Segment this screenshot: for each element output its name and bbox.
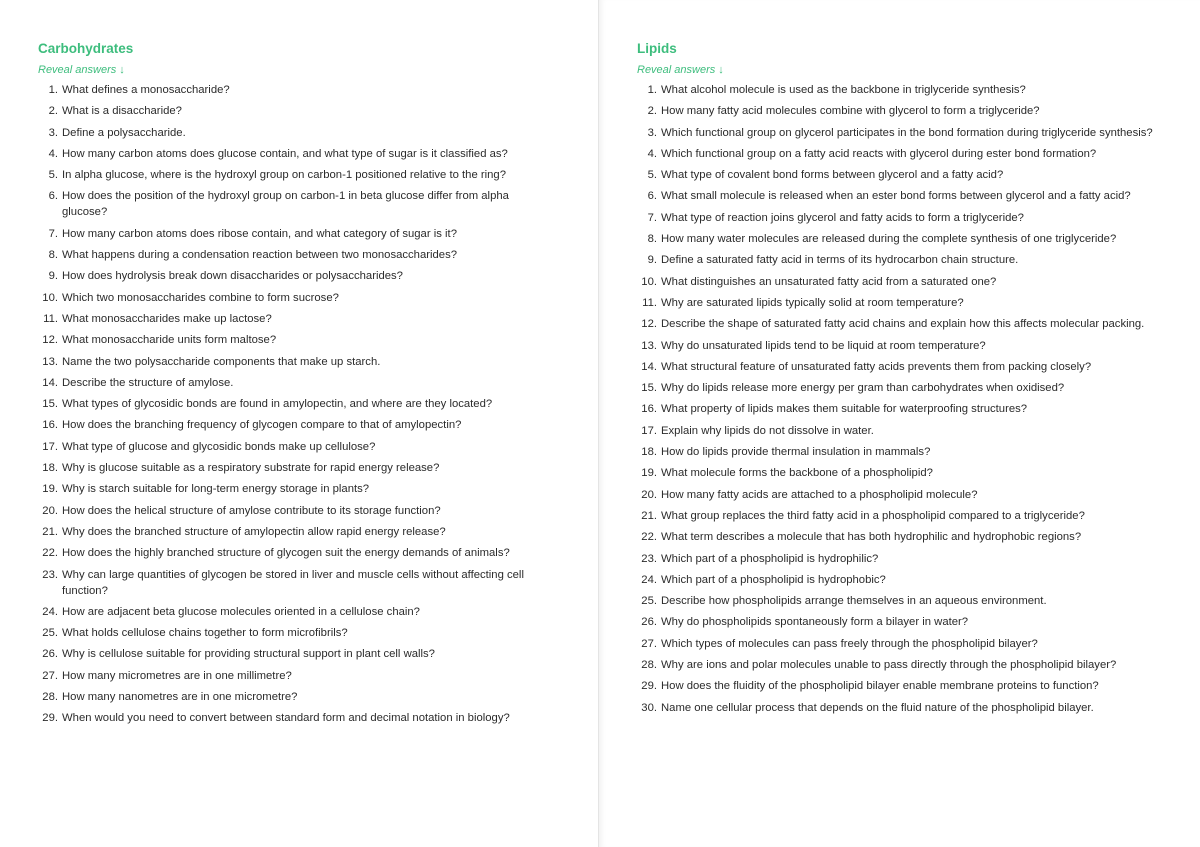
question-number: 14.: [641, 360, 657, 373]
list-item: [637, 401, 1180, 417]
question-text: How does the helical structure of amylose contribute to its storage function?: [62, 504, 441, 517]
list-item: [38, 268, 579, 284]
question-text: Why is starch suitable for long-term energy storage in plants?: [62, 483, 370, 496]
list-item: [38, 481, 579, 497]
list-item: [38, 311, 579, 327]
question-text: How are adjacent beta glucose molecules oriented in a cellulose chain?: [62, 605, 420, 618]
question-number: 25.: [42, 627, 58, 640]
question-number: 6.: [48, 190, 58, 203]
question-number: 13.: [641, 339, 657, 352]
question-number: 21.: [641, 509, 657, 522]
question-number: 11.: [43, 312, 58, 325]
question-text: Which two monosaccharides combine to form sucrose?: [62, 291, 339, 304]
question-number: 28.: [641, 659, 657, 672]
question-text: What alcohol molecule is used as the backbone in triglyceride synthesis?: [661, 84, 1026, 96]
question-text: Define a saturated fatty acid in terms of its hydrocarbon chain structure.: [661, 254, 1019, 267]
list-item: [38, 167, 579, 183]
question-number: 22.: [42, 547, 58, 560]
question-text: What type of reaction joins glycerol and fatty acids to form a triglyceride?: [661, 211, 1024, 224]
question-number: 26.: [641, 616, 657, 629]
list-item: [38, 82, 579, 98]
list-item: [637, 359, 1180, 375]
question-list: [637, 82, 1180, 716]
list-item: [637, 338, 1180, 354]
question-number: 10.: [42, 291, 58, 304]
list-item: [637, 551, 1180, 567]
question-number: 23.: [641, 552, 657, 565]
list-item: [637, 678, 1180, 694]
list-item: [38, 710, 579, 726]
question-text: Why do unsaturated lipids tend to be liquid at room temperature?: [661, 339, 986, 352]
question-number: 16.: [42, 419, 58, 432]
question-text: How does the highly branched structure of glycogen suit the energy demands of animals?: [62, 547, 510, 560]
question-text: Describe the structure of amylose.: [62, 376, 234, 389]
question-text: What holds cellulose chains together to form microfibrils?: [62, 627, 348, 640]
question-number: 7.: [48, 227, 58, 240]
question-text: Name the two polysaccharide components that make up starch.: [62, 355, 381, 368]
list-item: [637, 636, 1180, 652]
arrow-down-icon: ↓: [119, 64, 125, 76]
question-text: Which functional group on glycerol participates in the bond formation during triglyceride synthesis?: [661, 126, 1153, 139]
question-text: Why are ions and polar molecules unable to pass directly through the phospholipid bilayer?: [661, 659, 1117, 672]
question-number: 15.: [641, 382, 657, 395]
list-item: [38, 146, 579, 162]
question-number: 3.: [647, 126, 657, 139]
question-text: Which types of molecules can pass freely through the phospholipid bilayer?: [661, 637, 1038, 650]
question-number: 8.: [647, 233, 657, 246]
question-text: What property of lipids makes them suitable for waterproofing structures?: [661, 403, 1028, 416]
list-item: [38, 290, 579, 306]
list-item: [38, 439, 579, 455]
list-item: [38, 668, 579, 684]
question-number: 19.: [42, 483, 58, 496]
question-text: What defines a monosaccharide?: [62, 84, 230, 96]
question-number: 7.: [647, 211, 657, 224]
question-number: 10.: [641, 275, 657, 288]
question-number: 26.: [42, 648, 58, 661]
list-item: [637, 380, 1180, 396]
question-number: 18.: [641, 446, 657, 459]
question-text: What type of covalent bond forms between glycerol and a fatty acid?: [661, 169, 1004, 182]
question-number: 1.: [48, 84, 58, 96]
list-item: [38, 332, 579, 348]
question-text: How does hydrolysis break down disaccharides or polysaccharides?: [62, 270, 403, 283]
question-number: 15.: [42, 398, 58, 411]
question-number: 19.: [641, 467, 657, 480]
question-number: 3.: [48, 126, 58, 139]
question-text: Why do lipids release more energy per gram than carbohydrates when oxidised?: [661, 382, 1065, 395]
question-number: 2.: [647, 105, 657, 118]
reveal-answers-label: Reveal answers: [38, 64, 117, 76]
page-lipids: [599, 0, 1200, 847]
question-text: What group replaces the third fatty acid in a phospholipid compared to a triglyceride?: [661, 509, 1085, 522]
list-item: [637, 487, 1180, 503]
list-item: [637, 614, 1180, 630]
list-item: [38, 354, 579, 370]
list-item: [637, 125, 1180, 141]
question-text: Define a polysaccharide.: [62, 126, 186, 139]
question-number: 27.: [42, 669, 58, 682]
list-item: [38, 417, 579, 433]
list-item: [38, 604, 579, 620]
question-text: What term describes a molecule that has both hydrophilic and hydrophobic regions?: [661, 531, 1082, 544]
question-number: 4.: [48, 147, 58, 160]
list-item: [637, 188, 1180, 204]
question-text: Which part of a phospholipid is hydrophobic?: [661, 573, 886, 586]
question-number: 29.: [42, 712, 58, 725]
question-text: What monosaccharide units form maltose?: [62, 334, 277, 347]
question-number: 13.: [42, 355, 58, 368]
list-item: [637, 274, 1180, 290]
list-item: [38, 375, 579, 391]
page-carbohydrates: [0, 0, 599, 847]
question-text: Why are saturated lipids typically solid at room temperature?: [661, 296, 964, 309]
question-number: 5.: [647, 169, 657, 182]
question-text: What is a disaccharide?: [62, 105, 182, 118]
question-text: In alpha glucose, where is the hydroxyl group on carbon-1 positioned relative to the ring?: [62, 169, 506, 182]
list-item: [637, 316, 1180, 332]
question-text: What type of glucose and glycosidic bonds make up cellulose?: [62, 440, 376, 453]
question-text: How many carbon atoms does glucose contain, and what type of sugar is it classified as?: [62, 147, 508, 160]
list-item: [637, 465, 1180, 481]
question-text: What happens during a condensation reaction between two monosaccharides?: [62, 249, 458, 262]
question-text: What structural feature of unsaturated fatty acids prevents them from packing closely?: [661, 360, 1092, 373]
list-item: [38, 646, 579, 662]
question-text: How many nanometres are in one micrometre?: [62, 691, 298, 704]
question-number: 17.: [42, 440, 58, 453]
question-text: How does the branching frequency of glycogen compare to that of amylopectin?: [62, 419, 462, 432]
list-item: [38, 125, 579, 141]
question-list: [38, 82, 579, 726]
question-text: How do lipids provide thermal insulation in mammals?: [661, 446, 931, 459]
question-text: What molecule forms the backbone of a phospholipid?: [661, 467, 933, 480]
arrow-down-icon: ↓: [718, 64, 724, 76]
list-item: [637, 572, 1180, 588]
question-number: 25.: [641, 595, 657, 608]
question-text: How many fatty acids are attached to a phospholipid molecule?: [661, 488, 978, 501]
question-number: 17.: [641, 424, 657, 437]
list-item: [637, 657, 1180, 673]
list-item: [637, 146, 1180, 162]
question-text: Name one cellular process that depends on the fluid nature of the phospholipid bilayer.: [661, 701, 1094, 714]
question-text: When would you need to convert between standard form and decimal notation in biology?: [62, 712, 510, 725]
list-item: [637, 508, 1180, 524]
list-item: [38, 247, 579, 263]
question-number: 12.: [42, 334, 58, 347]
list-item: [38, 503, 579, 519]
question-number: 6.: [647, 190, 657, 203]
list-item: [38, 625, 579, 641]
list-item: [38, 545, 579, 561]
question-number: 8.: [48, 249, 58, 262]
list-item: [38, 524, 579, 540]
list-item: [637, 252, 1180, 268]
list-item: [38, 567, 579, 599]
list-item: [637, 295, 1180, 311]
question-number: 11.: [642, 296, 657, 309]
question-number: 21.: [42, 525, 58, 538]
question-text: Why do phospholipids spontaneously form a bilayer in water?: [661, 616, 969, 629]
list-item: [637, 444, 1180, 460]
list-item: [637, 593, 1180, 609]
question-text: Explain why lipids do not dissolve in water.: [661, 424, 874, 437]
question-text: How many micrometres are in one millimetre?: [62, 669, 292, 682]
question-number: 16.: [641, 403, 657, 416]
question-number: 24.: [42, 605, 58, 618]
question-text: What monosaccharides make up lactose?: [62, 312, 272, 325]
question-text: How does the fluidity of the phospholipid bilayer enable membrane proteins to function?: [661, 680, 1099, 693]
question-text: What distinguishes an unsaturated fatty acid from a saturated one?: [661, 275, 997, 288]
list-item: [637, 82, 1180, 98]
list-item: [637, 231, 1180, 247]
question-number: 2.: [48, 105, 58, 118]
question-text: Which functional group on a fatty acid reacts with glycerol during ester bond formation?: [661, 147, 1097, 160]
reveal-answers-link[interactable]: [38, 62, 125, 78]
question-text: Describe the shape of saturated fatty acid chains and explain how this affects molecular packing.: [661, 318, 1145, 331]
reveal-answers-label: Reveal answers: [637, 64, 716, 76]
question-text: How does the position of the hydroxyl group on carbon-1 in beta glucose differ from alpha glucose?: [62, 190, 509, 219]
question-number: 12.: [641, 318, 657, 331]
question-text: How many fatty acid molecules combine with glycerol to form a triglyceride?: [661, 105, 1040, 118]
question-number: 14.: [42, 376, 58, 389]
question-number: 23.: [42, 568, 58, 581]
section-title: Carbohydrates: [38, 41, 134, 56]
question-number: 20.: [641, 488, 657, 501]
question-number: 18.: [42, 462, 58, 475]
question-number: 20.: [42, 504, 58, 517]
question-text: Why is cellulose suitable for providing structural support in plant cell walls?: [62, 648, 435, 661]
question-number: 27.: [641, 637, 657, 650]
list-item: [637, 529, 1180, 545]
question-text: How many carbon atoms does ribose contain, and what category of sugar is it?: [62, 227, 457, 240]
question-number: 28.: [42, 691, 58, 704]
question-number: 29.: [641, 680, 657, 693]
reveal-answers-link[interactable]: [637, 62, 724, 78]
question-number: 1.: [647, 84, 657, 96]
list-item: [637, 423, 1180, 439]
list-item: [38, 226, 579, 242]
list-item: [38, 188, 579, 220]
question-text: Which part of a phospholipid is hydrophilic?: [661, 552, 879, 565]
question-text: Why does the branched structure of amylopectin allow rapid energy release?: [62, 525, 446, 538]
question-number: 30.: [641, 701, 657, 714]
question-number: 9.: [48, 270, 58, 283]
list-item: [38, 460, 579, 476]
question-number: 4.: [647, 147, 657, 160]
question-text: Why is glucose suitable as a respiratory substrate for rapid energy release?: [62, 462, 440, 475]
question-number: 22.: [641, 531, 657, 544]
list-item: [38, 103, 579, 119]
list-item: [38, 396, 579, 412]
list-item: [637, 210, 1180, 226]
list-item: [637, 700, 1180, 716]
question-number: 5.: [48, 169, 58, 182]
question-number: 24.: [641, 573, 657, 586]
question-text: How many water molecules are released during the complete synthesis of one triglyceride?: [661, 233, 1117, 246]
list-item: [637, 167, 1180, 183]
list-item: [637, 103, 1180, 119]
question-text: Describe how phospholipids arrange themselves in an aqueous environment.: [661, 595, 1047, 608]
question-text: What types of glycosidic bonds are found in amylopectin, and where are they located?: [62, 398, 493, 411]
question-text: Why can large quantities of glycogen be stored in liver and muscle cells without affecting cell function?: [62, 568, 524, 597]
section-title: Lipids: [637, 41, 677, 56]
list-item: [38, 689, 579, 705]
question-text: What small molecule is released when an ester bond forms between glycerol and a fatty acid?: [661, 190, 1131, 203]
question-number: 9.: [647, 254, 657, 267]
